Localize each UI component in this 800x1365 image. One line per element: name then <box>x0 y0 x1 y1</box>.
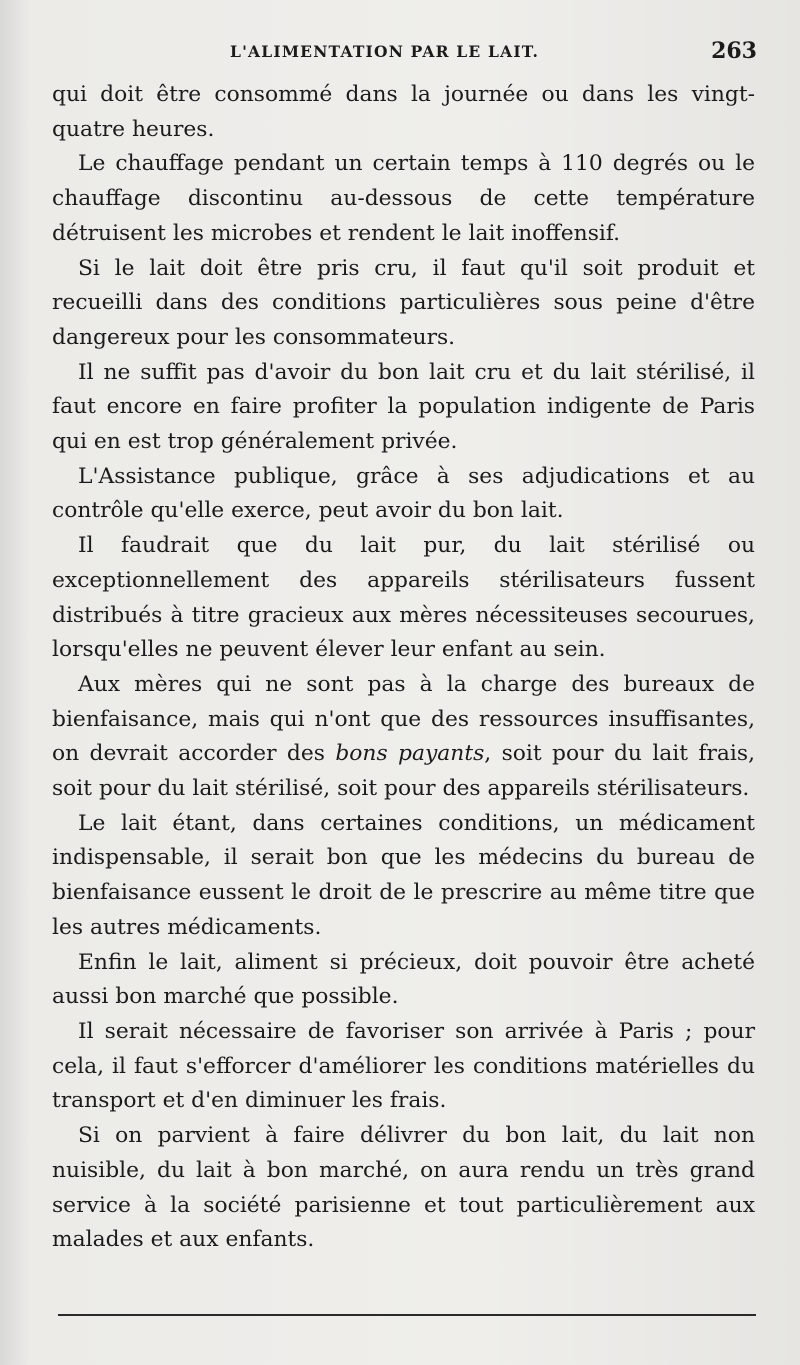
paragraph-chauffage: Le chauffage pendant un certain temps à 110 degrés ou le chauffage discontinu au-dessous de cette température détruisent les microbes et rendent le lait inoffensif. <box>52 151 755 246</box>
paragraph-continuation: qui doit être consommé dans la journée ou dans les vingt-quatre heures. <box>52 82 755 142</box>
paragraph-population-indigente: Il ne suffit pas d'avoir du bon lait cru et du lait stérilisé, il faut encore en faire profiter la population indigente de Paris qui en est trop généralement privée. <box>52 359 755 455</box>
paragraph-assistance-publique: L'Assistance publique, grâce à ses adjudications et au contrôle qu'elle exerce, peut avoir du bon lait. <box>52 463 755 524</box>
paragraph-bon-marche: Enfin le lait, aliment si précieux, doit pouvoir être acheté aussi bon marché que possible. <box>52 949 755 1010</box>
page-header <box>52 38 757 68</box>
italic-phrase: bons payants <box>335 741 485 767</box>
paragraph-lait-cru: Si le lait doit être pris cru, il faut qu'il soit produit et recueilli dans des conditions particulières sous peine d'être dangereux pour les consommateurs. <box>52 255 755 350</box>
paragraph-bons-payants <box>52 668 755 807</box>
paragraph-medicament: Le lait étant, dans certaines conditions, un médicament indispensable, il serait bon que les médecins du bureau de bienfaisance eussent le droit de le prescrire au même titre que les autres médicaments. <box>52 810 755 940</box>
page-number: 263 <box>711 38 757 64</box>
text-segment: Aux mères qui ne sont pas à la charge des bureaux de bienfaisance, mais qui n'ont que des ressources insuffisantes, on devrait accorder des <box>52 671 755 767</box>
paragraph-distribution: Il faudrait que du lait pur, du lait stérilisé ou exceptionnellement des appareils stérilisateurs fussent distribués à titre gracieux aux mères nécessiteuses secourues, lorsqu'elles ne peuvent élever leur enfant au sein. <box>52 533 755 663</box>
footer-rule <box>58 1314 756 1316</box>
body-text <box>52 78 755 1258</box>
text-segment: , soit pour du lait frais, soit pour du lait stérilisé, soit pour des appareils stérilisateurs. <box>52 741 756 802</box>
paragraph-transport: Il serait nécessaire de favoriser son arrivée à Paris ; pour cela, il faut s'efforcer d'améliorer les conditions matérielles du transport et d'en diminuer les frais. <box>52 1018 755 1114</box>
running-head: L'ALIMENTATION PAR LE LAIT. <box>230 42 540 61</box>
paragraph-conclusion: Si on parvient à faire délivrer du bon lait, du lait non nuisible, du lait à bon marché, on aura rendu un très grand service à la société parisienne et tout particulièrement aux malades et aux enfants. <box>52 1123 755 1253</box>
